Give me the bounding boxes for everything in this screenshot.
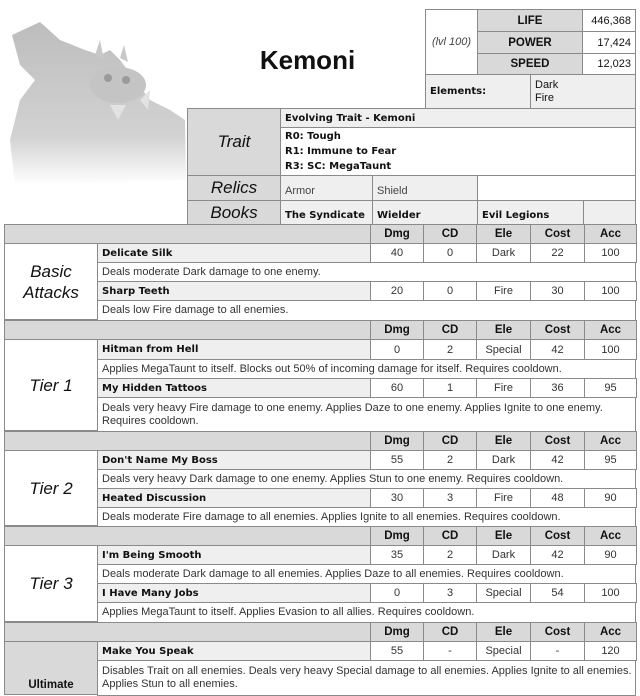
skill-description: Disables Trait on all enemies. Deals very heavy Special damage to all enemies. Applies Ignite to all enemies. Applies Stun to all enemies. [97, 660, 636, 696]
trait-rank-r1: R1: Immune to Fear [285, 146, 397, 157]
skill-cd: 3 [423, 583, 477, 603]
skill-dmg: 20 [370, 281, 424, 301]
column-header-cd: CD [423, 526, 477, 546]
skill-cost: 42 [530, 339, 585, 360]
section-label-line: Tier 2 [29, 478, 73, 498]
column-header-dmg: Dmg [370, 622, 424, 642]
relic-1: Armor [280, 175, 373, 201]
column-header-acc: Acc [584, 526, 637, 546]
skill-acc: 90 [584, 488, 637, 508]
skill-name: Don't Name My Boss [97, 450, 371, 470]
section-label-ultimate [4, 641, 98, 695]
trait-rank-r3: R3: SC: MegaTaunt [285, 161, 392, 172]
skill-ele: Special [476, 583, 531, 603]
element-dark: Dark [535, 78, 559, 91]
book-2: Wielder [372, 200, 478, 225]
skill-cost: - [530, 641, 585, 661]
trait-label: Trait [187, 108, 281, 176]
section-header-spacer [4, 320, 371, 340]
skill-acc: 100 [584, 243, 637, 263]
column-header-cost: Cost [530, 431, 585, 451]
column-header-dmg: Dmg [370, 320, 424, 340]
skill-description: Deals low Fire damage to all enemies. [97, 300, 636, 321]
skill-cost: 22 [530, 243, 585, 263]
skill-ele: Dark [476, 450, 531, 470]
skill-dmg: 0 [370, 339, 424, 360]
skill-ele: Dark [476, 545, 531, 565]
column-header-dmg: Dmg [370, 224, 424, 244]
stat-value-speed: 12,023 [582, 53, 636, 75]
elements-label: Elements: [425, 74, 531, 109]
skill-acc: 90 [584, 545, 637, 565]
section-label-line: Attacks [23, 282, 79, 302]
stat-label-life: LIFE [477, 9, 583, 32]
books-label: Books [187, 200, 281, 225]
column-header-cd: CD [423, 622, 477, 642]
book-1: The Syndicate [280, 200, 373, 225]
column-header-cost: Cost [530, 526, 585, 546]
skill-acc: 95 [584, 450, 637, 470]
skill-dmg: 40 [370, 243, 424, 263]
skill-ele: Fire [476, 378, 531, 398]
elements-values [530, 74, 636, 109]
section-header-spacer [4, 526, 371, 546]
skill-description: Deals moderate Dark damage to all enemies. Applies Daze to all enemies. Requires cooldown. [97, 564, 636, 584]
column-header-acc: Acc [584, 320, 637, 340]
column-header-cost: Cost [530, 320, 585, 340]
relic-3 [477, 175, 636, 201]
skill-acc: 95 [584, 378, 637, 398]
skill-dmg: 55 [370, 450, 424, 470]
skill-cd: 3 [423, 488, 477, 508]
stat-value-life: 446,368 [582, 9, 636, 32]
column-header-ele: Ele [476, 320, 531, 340]
skill-cost: 42 [530, 450, 585, 470]
section-label-line: Tier 3 [29, 574, 73, 593]
trait-rank-r0: R0: Tough [285, 131, 341, 142]
skill-ele: Special [476, 641, 531, 661]
section-header-spacer [4, 224, 371, 244]
skill-cd: 0 [423, 243, 477, 263]
skill-cd: 1 [423, 378, 477, 398]
skill-cost: 48 [530, 488, 585, 508]
skill-description: Deals moderate Dark damage to one enemy. [97, 262, 636, 282]
skill-acc: 100 [584, 339, 637, 360]
skill-description: Applies MegaTaunt to itself. Blocks out 50% of incoming damage for itself. Requires cooldown. [97, 359, 636, 379]
relics-label: Relics [187, 175, 281, 201]
column-header-acc: Acc [584, 431, 637, 451]
skill-cd: 2 [423, 339, 477, 360]
character-name: Kemoni [259, 44, 356, 75]
column-header-cd: CD [423, 431, 477, 451]
section-label-line: Tier 1 [29, 375, 73, 395]
section-label [4, 450, 98, 526]
trait-ranks [280, 127, 636, 176]
skill-acc: 100 [584, 281, 637, 301]
skill-name: Sharp Teeth [97, 281, 371, 301]
skill-description: Deals very heavy Fire damage to one enemy. Applies Daze to one enemy. Applies Ignite to one enemy. Requires cooldown. [97, 397, 636, 432]
column-header-cd: CD [423, 224, 477, 244]
element-fire: Fire [535, 91, 554, 104]
skill-name: I Have Many Jobs [97, 583, 371, 603]
stat-label-power: POWER [477, 31, 583, 54]
skill-cd: 2 [423, 545, 477, 565]
skill-cost: 30 [530, 281, 585, 301]
skill-name: I'm Being Smooth [97, 545, 371, 565]
column-header-acc: Acc [584, 622, 637, 642]
level-label: (lvl 100) [425, 9, 478, 75]
skill-cost: 42 [530, 545, 585, 565]
column-header-dmg: Dmg [370, 526, 424, 546]
skill-description: Applies MegaTaunt to itself. Applies Evasion to all allies. Requires cooldown. [97, 602, 636, 623]
section-label [4, 339, 98, 431]
skill-cd: 2 [423, 450, 477, 470]
skill-cd: 0 [423, 281, 477, 301]
skill-cost: 36 [530, 378, 585, 398]
skill-acc: 100 [584, 583, 637, 603]
section-label-line: Basic [30, 261, 72, 281]
skill-ele: Dark [476, 243, 531, 263]
skill-dmg: 60 [370, 378, 424, 398]
book-4 [583, 200, 636, 225]
stat-label-speed: SPEED [477, 53, 583, 75]
relic-2: Shield [372, 175, 478, 201]
skill-acc: 120 [584, 641, 637, 661]
book-3: Evil Legions [477, 200, 584, 225]
skill-ele: Fire [476, 281, 531, 301]
column-header-cost: Cost [530, 224, 585, 244]
skill-name: My Hidden Tattoos [97, 378, 371, 398]
skill-dmg: 55 [370, 641, 424, 661]
skill-description: Deals very heavy Dark damage to one enemy. Applies Stun to one enemy. Requires cooldown. [97, 469, 636, 489]
skill-ele: Fire [476, 488, 531, 508]
column-header-ele: Ele [476, 526, 531, 546]
column-header-acc: Acc [584, 224, 637, 244]
skill-ele: Special [476, 339, 531, 360]
section-header-spacer [4, 622, 371, 642]
column-header-ele: Ele [476, 431, 531, 451]
skill-description: Deals moderate Fire damage to all enemies. Applies Ignite to all enemies. Requires cooldown. [97, 507, 636, 527]
character-portrait [0, 10, 190, 190]
section-label-line: Ultimate [28, 679, 74, 691]
column-header-cost: Cost [530, 622, 585, 642]
skill-dmg: 30 [370, 488, 424, 508]
section-label [4, 545, 98, 622]
skill-name: Delicate Silk [97, 243, 371, 263]
stat-value-power: 17,424 [582, 31, 636, 54]
section-header-spacer [4, 431, 371, 451]
skill-cd: - [423, 641, 477, 661]
column-header-dmg: Dmg [370, 431, 424, 451]
skill-cost: 54 [530, 583, 585, 603]
skill-name: Hitman from Hell [97, 339, 371, 360]
skill-name: Make You Speak [97, 641, 371, 661]
skill-dmg: 35 [370, 545, 424, 565]
column-header-ele: Ele [476, 622, 531, 642]
skill-name: Heated Discussion [97, 488, 371, 508]
column-header-cd: CD [423, 320, 477, 340]
column-header-ele: Ele [476, 224, 531, 244]
section-label [4, 243, 98, 320]
skill-dmg: 0 [370, 583, 424, 603]
trait-title: Evolving Trait - Kemoni [280, 108, 636, 128]
